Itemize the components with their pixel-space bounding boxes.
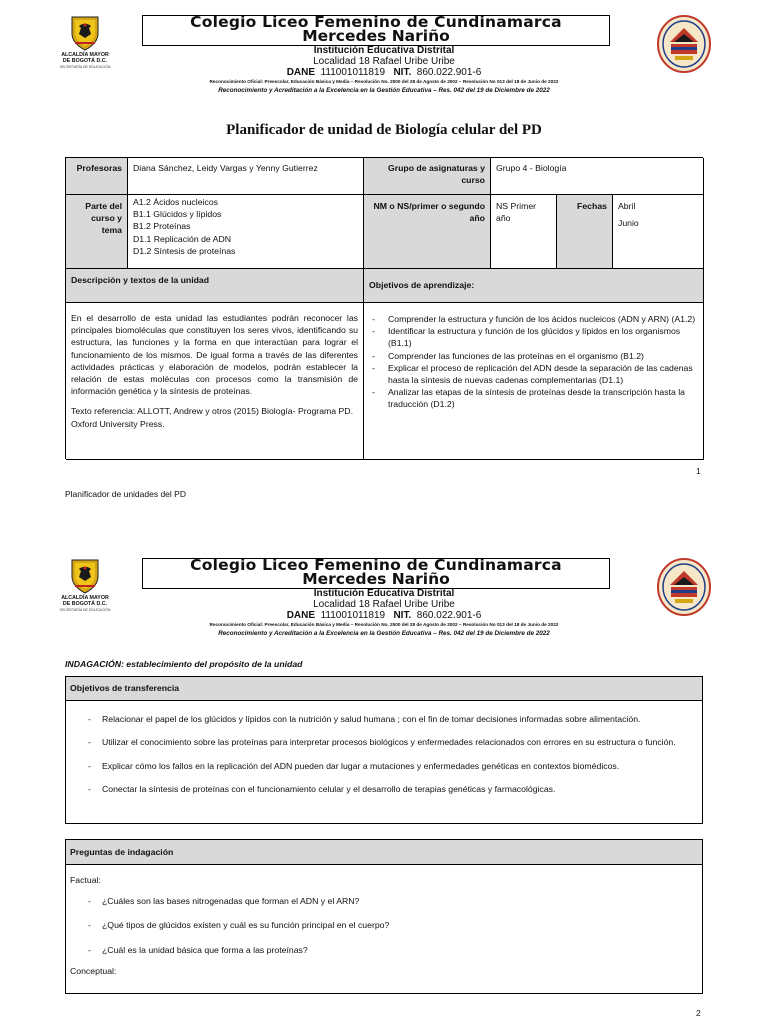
tema-item: D1.1 Replicación de ADN (133, 233, 232, 244)
nit-label: NIT. (393, 67, 412, 78)
accreditation: Reconocimiento y Acreditación a la Excelencia en la Gestión Educativa – Res. 042 del 19 de Diciembre de 2022 (218, 87, 550, 94)
school-name-line-1: Colegio Liceo Femenino de Cundinamarca (190, 558, 562, 574)
grupo-value: Grupo 4 - Biología (491, 158, 704, 195)
school-name-line-2: Mercedes Nariño (302, 27, 450, 45)
dane-label: DANE (286, 67, 316, 78)
parte-curso-label: Parte del curso y tema (66, 195, 128, 269)
page-number-2: 2 (696, 1008, 701, 1018)
dane-nit-line (142, 67, 626, 78)
alcaldia-line-3: SECRETARÍA DE EDUCACIÓN (59, 608, 111, 612)
institution-type: Institución Educativa Distrital (313, 45, 455, 56)
transferencia-item: - Relacionar el papel de los glúcidos y lípidos con la nutrición y salud humana ; con el fin de tomar decisiones informadas sobre alimentación. (66, 713, 702, 725)
pregunta-factual: - ¿Qué tipos de glúcidos existen y cuál es su función principal en el cuerpo? (66, 919, 702, 931)
dane-value: 111001011819 (320, 67, 386, 78)
objetivo-item: - Comprender las funciones de las proteínas en el organismo (B1.2) (369, 350, 698, 362)
objetivo-item: - Comprender la estructura y función de los ácidos nucleicos (ADN y ARN) (A1.2) (369, 313, 698, 325)
conceptual-label: Conceptual: (70, 965, 117, 976)
nm-ns-value: NS Primer año (491, 195, 557, 269)
unit-plan-table (65, 157, 703, 459)
accreditation: Reconocimiento y Acreditación a la Excelencia en la Gestión Educativa – Res. 042 del 19 de Diciembre de 2022 (218, 630, 550, 637)
objetivos-heading: Objetivos de aprendizaje: (364, 269, 704, 303)
school-name-line-2: Mercedes Nariño (302, 570, 450, 588)
nit-value: 860.022.901-6 (416, 610, 482, 621)
locality: Localidad 18 Rafael Uribe Uribe (313, 56, 455, 67)
official-recognition: Reconocimiento Oficial: Preescolar, Educación Básica y Media – Resolución No. 2500 del 28 de Agosto de 2002 – Resolución No 013 del 18 de Junio de 2022 (209, 622, 559, 627)
objetivo-item: - Identificar la estructura y función de los glúcidos y lípidos en los organismos (B1.1) (369, 325, 698, 349)
factual-list (66, 885, 702, 956)
school-info-block (142, 588, 626, 639)
fecha-inicio: Abril (618, 201, 636, 211)
preguntas-box (65, 839, 703, 994)
school-title-box (142, 558, 610, 589)
tema-item: A1.2 Ácidos nucleicos (133, 197, 218, 207)
texto-referencia: Texto referencia: ALLOTT, Andrew y otros (2015) Biología- Programa PD. Oxford University Press. (71, 406, 353, 429)
page-number-1: 1 (696, 466, 701, 476)
alcaldia-line-1: ALCALDÍA MAYOR (61, 52, 109, 58)
transferencia-heading: Objetivos de transferencia (66, 677, 702, 701)
tema-item: B1.2 Proteínas (133, 221, 191, 232)
institution-type: Institución Educativa Distrital (313, 588, 455, 599)
dane-value: 111001011819 (320, 610, 386, 621)
objetivos-cell (364, 303, 704, 460)
alcaldia-line-1: ALCALDÍA MAYOR (61, 595, 109, 601)
school-emblem-logo (656, 14, 712, 79)
transferencia-item: - Conectar la síntesis de proteínas con el funcionamiento celular y el desarrollo de terapias genéticas y farmacológicas. (66, 783, 702, 795)
alcaldia-line-3: SECRETARÍA DE EDUCACIÓN (59, 65, 111, 69)
transferencia-item: - Utilizar el conocimiento sobre las proteínas para interpretar procesos biológicos y enfermedades relacionados con errores en su estructura o función. (66, 736, 702, 748)
temas-cell (128, 195, 364, 269)
document-title: Planificador de unidad de Biología celular del PD (226, 122, 542, 138)
bogota-coat-of-arms-logo (56, 557, 114, 612)
school-name-line-1: Colegio Liceo Femenino de Cundinamarca (190, 15, 562, 31)
objetivos-list (369, 313, 698, 411)
school-title-box (142, 15, 610, 46)
profesoras-label: Profesoras (66, 158, 128, 195)
objetivo-item: - Explicar el proceso de replicación del ADN desde la separación de las cadenas hasta la síntesis de nuevas cadenas complementarias (D1.1) (369, 362, 698, 386)
grupo-label: Grupo de asignaturas y curso (364, 158, 491, 195)
locality: Localidad 18 Rafael Uribe Uribe (313, 599, 455, 610)
bogota-coat-of-arms-logo (56, 14, 114, 69)
school-emblem-icon (656, 14, 712, 74)
pregunta-factual: - ¿Cuál es la unidad básica que forma a las proteínas? (66, 944, 702, 956)
descripcion-cell (66, 303, 364, 460)
coat-of-arms-icon (69, 557, 101, 595)
tema-item: B1.1 Glúcidos y lípidos (133, 209, 222, 220)
alcaldia-line-2: DE BOGOTÁ D.C. (62, 601, 108, 607)
transferencia-list (66, 701, 702, 795)
school-emblem-logo (656, 557, 712, 622)
pregunta-factual: - ¿Cuáles son las bases nitrogenadas que forman el ADN y el ARN? (66, 895, 702, 907)
transferencia-item: - Explicar cómo los fallos en la replicación del ADN pueden dar lugar a mutaciones y enfermedades genéticas en contextos biomédicos. (66, 760, 702, 772)
descripcion-heading: Descripción y textos de la unidad (66, 269, 364, 303)
nm-ns-label: NM o NS/primer o segundo año (364, 195, 491, 269)
document-page-2 (0, 542, 768, 1024)
fechas-value (613, 195, 704, 269)
alcaldia-line-2: DE BOGOTÁ D.C. (62, 58, 108, 64)
coat-of-arms-icon (69, 14, 101, 52)
dane-nit-line (142, 610, 626, 621)
indagacion-heading: INDAGACIÓN: establecimiento del propósito de la unidad (65, 659, 303, 669)
page-footer: Planificador de unidades del PD (65, 489, 186, 499)
school-emblem-icon (656, 557, 712, 617)
fecha-fin: Junio (618, 218, 639, 229)
nit-value: 860.022.901-6 (416, 67, 482, 78)
official-recognition: Reconocimiento Oficial: Preescolar, Educación Básica y Media – Resolución No. 2500 del 28 de Agosto de 2002 – Resolución No 013 del 18 de Junio de 2022 (209, 79, 559, 84)
preguntas-heading: Preguntas de indagación (66, 840, 702, 865)
fechas-label: Fechas (557, 195, 613, 269)
nit-label: NIT. (393, 610, 412, 621)
factual-label: Factual: (70, 875, 101, 885)
descripcion-text: En el desarrollo de esta unidad las estudiantes podrán reconocer las principales biomoléculas que constituyen los seres vivos, identificando su estructura, las funciones y la forma en que interactúan para lograr el funcionamiento de los mismos. De igual forma a través de las diferentes actividades prácticas y elaboración de modelos, podrán establecer la relación de estas moléculas con procesos como la transmisión de información genética y la síntesis de proteínas. (71, 313, 358, 397)
profesoras-value: Diana Sánchez, Leidy Vargas y Yenny Gutierrez (128, 158, 364, 195)
objetivo-item: - Analizar las etapas de la síntesis de proteínas desde la transcripción hasta la traducción (D1.2) (369, 386, 698, 410)
transferencia-box (65, 676, 703, 824)
school-info-block (142, 45, 626, 96)
dane-label: DANE (286, 610, 316, 621)
tema-item: D1.2 Síntesis de proteínas (133, 245, 236, 256)
